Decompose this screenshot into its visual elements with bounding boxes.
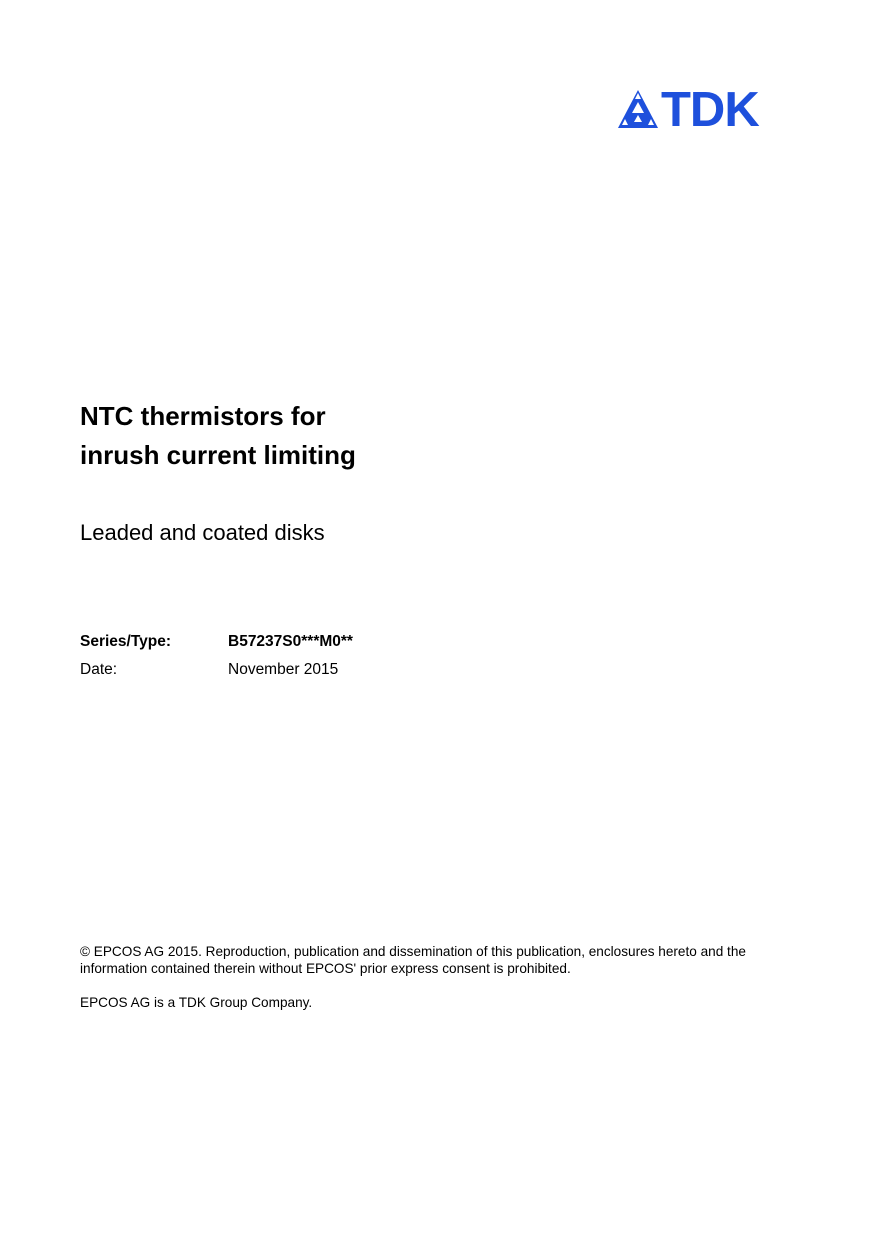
date-value: November 2015 <box>228 661 339 678</box>
series-row <box>80 628 353 656</box>
title-line-2: inrush current limiting <box>80 440 356 470</box>
copyright-notice: © EPCOS AG 2015. Reproduction, publication and dissemination of this publication, enclosures hereto and the information contained therein without EPCOS' prior express consent is prohibited. <box>80 944 746 976</box>
date-label: Date: <box>80 661 118 678</box>
tdk-star-icon <box>617 89 659 131</box>
series-value: B57237S0***M0** <box>228 633 353 650</box>
date-row <box>80 656 353 684</box>
title-line-1: NTC thermistors for <box>80 401 326 431</box>
series-label: Series/Type: <box>80 633 172 650</box>
document-subtitle: Leaded and coated disks <box>80 520 325 545</box>
tdk-logo-text: TDK <box>661 83 759 137</box>
document-meta <box>80 628 353 684</box>
tdk-logo <box>617 83 797 137</box>
document-title <box>80 397 356 475</box>
company-note: EPCOS AG is a TDK Group Company. <box>80 995 313 1010</box>
